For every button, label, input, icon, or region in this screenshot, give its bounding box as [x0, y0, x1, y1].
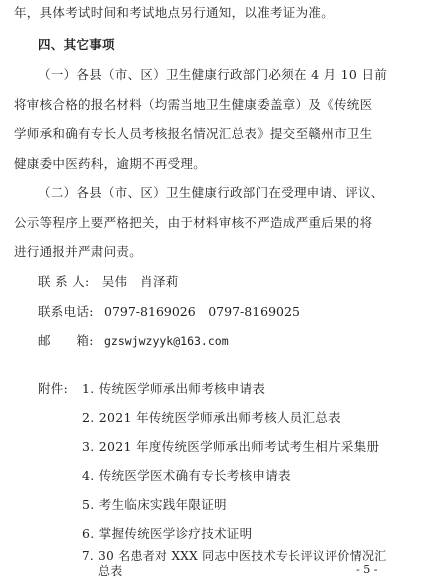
contact-person-row — [38, 275, 179, 289]
page-number: - 5 - — [356, 563, 378, 576]
paragraph-1-line-2: 将审核合格的报名材料（均需当地卫生健康委盖章）及《传统医 — [14, 97, 373, 112]
attachment-item-3: 3. 2021 年度传统医学师承出师考试考生相片采集册 — [82, 439, 380, 454]
attachment-item-6: 6. 掌握传统医学诊疗技术证明 — [82, 526, 253, 541]
attachment-item-7: 7. 30 名患者对 XXX 同志中医技术专长评议评价情况汇 — [82, 549, 387, 563]
paragraph-1-line-1: （一）各县（市、区）卫生健康行政部门必须在 4 月 10 日前 — [38, 67, 388, 82]
paragraph-1-line-4: 健康委中医药科，逾期不再受理。 — [14, 156, 207, 171]
paragraph-2-line-2: 公示等程序上要严格把关，由于材料审核不严造成严重后果的将 — [14, 215, 373, 230]
section-heading: 四、其它事项 — [38, 37, 115, 52]
contact-phone-row — [38, 305, 300, 319]
paragraph-1-line-3: 学师承和确有专长人员考核报名情况汇总表》提交至赣州市卫生 — [14, 126, 373, 141]
paragraph-top-line: 年，具体考试时间和考试地点另行通知，以准考证为准。 — [14, 5, 335, 20]
attachments-label: 附件: — [38, 381, 69, 396]
paragraph-2-line-1: （二）各县（市、区）卫生健康行政部门在受理申请、评议、 — [38, 185, 384, 200]
contact-phone-label: 联系电话: — [38, 304, 94, 319]
contact-phone-value: 0797-8169026 0797-8169025 — [104, 304, 300, 319]
attachment-item-7-continued: 总表 — [98, 564, 123, 578]
contact-email-value: gzswjwzyyk@163.com — [104, 334, 229, 348]
attachment-item-1: 1. 传统医学师承出师考核申请表 — [82, 381, 266, 396]
contact-person-value: 吴伟 肖泽莉 — [101, 274, 179, 289]
contact-person-label: 联 系 人: — [38, 274, 90, 289]
contact-email-row — [38, 334, 229, 348]
attachment-item-5: 5. 考生临床实践年限证明 — [82, 497, 227, 512]
attachment-item-2: 2. 2021 年传统医学师承出师考核人员汇总表 — [82, 410, 341, 425]
contact-email-label: 邮 箱: — [38, 333, 94, 348]
attachment-item-4: 4. 传统医学医术确有专长考核申请表 — [82, 468, 291, 483]
paragraph-2-line-3: 进行通报并严肃问责。 — [14, 244, 143, 259]
